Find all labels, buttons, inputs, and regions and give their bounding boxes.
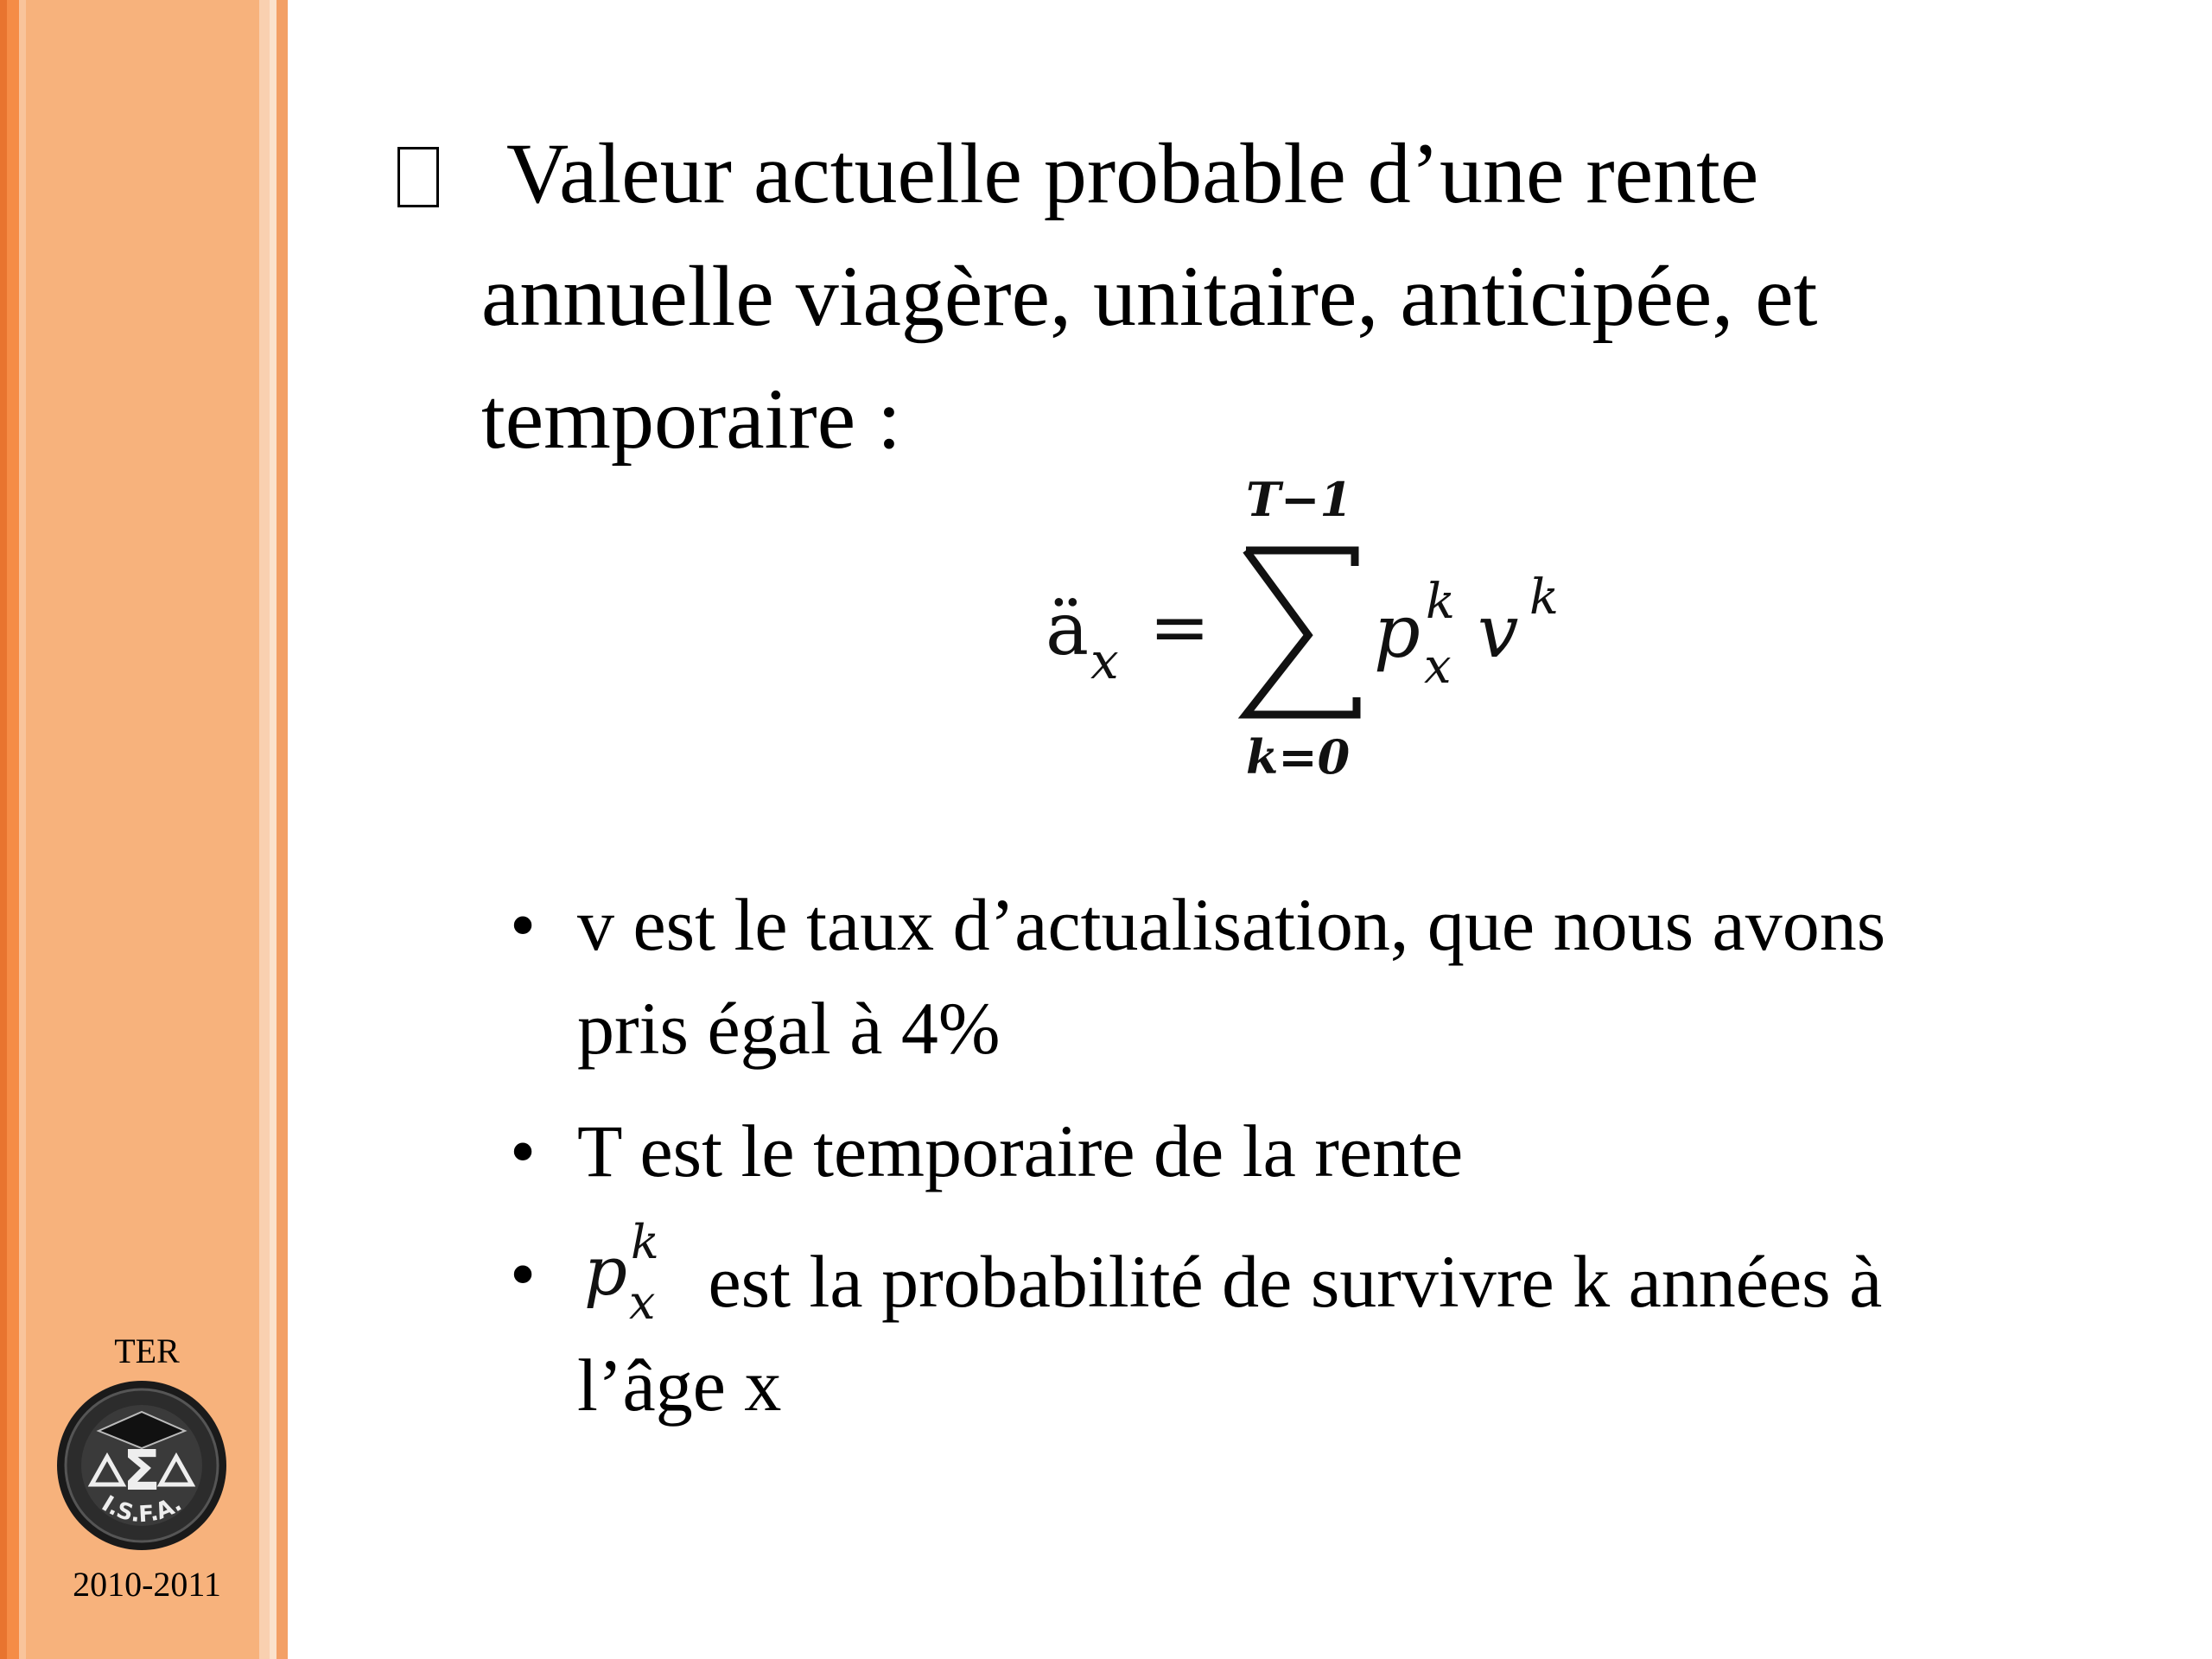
bullet-dot: • <box>510 883 537 966</box>
inline-p: p <box>584 1233 627 1311</box>
heading-line <box>397 112 2108 235</box>
sidebar-stripe <box>7 0 19 1659</box>
logo-text: I.S.F.A. <box>97 1491 187 1529</box>
sidebar-stripe <box>19 0 26 1659</box>
list-item-line: T est le temporaire de la rente <box>577 1109 1464 1192</box>
formula-p-sup: k <box>1426 574 1455 630</box>
list-item <box>510 873 2152 1080</box>
sidebar-stripe <box>259 0 270 1659</box>
formula-v: v <box>1478 589 1519 674</box>
annuity-formula <box>1028 471 1590 799</box>
list-item-line <box>577 1222 2152 1333</box>
heading-line: annuelle viagère, unitaire, anticipée, et <box>481 248 1818 344</box>
list-item <box>510 1099 2152 1203</box>
sidebar-stripe <box>0 0 7 1659</box>
sidebar <box>0 0 288 1659</box>
isfa-logo <box>55 1379 228 1552</box>
bullet-list <box>510 873 2152 1437</box>
heading-text: Valeur actuelle probable d’une rente <box>506 125 1759 221</box>
list-item-line: l’âge x <box>577 1344 782 1427</box>
formula-p: p <box>1374 589 1421 674</box>
inline-formula-pk <box>577 1222 690 1325</box>
sum-icon <box>1246 550 1357 715</box>
svg-text:Σ: Σ <box>123 1440 161 1503</box>
year-label: 2010-2011 <box>73 1565 221 1604</box>
heading-line: temporaire : <box>481 371 901 467</box>
sidebar-stripe <box>276 0 288 1659</box>
list-item-line: v est le taux d’actualisation, que nous avons <box>577 883 1886 966</box>
inline-p-sup: k <box>631 1222 659 1269</box>
inline-p-sub: x <box>629 1275 656 1325</box>
formula-sum-upper: T−1 <box>1246 472 1353 527</box>
list-item-text: est la probabilité de survivre k années à <box>708 1240 1883 1323</box>
list-item <box>510 1222 2152 1437</box>
formula-p-sub: x <box>1424 639 1452 695</box>
heading <box>397 112 2108 480</box>
list-item-line: pris égal à 4% <box>577 987 1001 1070</box>
formula-v-sup: k <box>1529 569 1559 626</box>
bullet-dot: • <box>510 1232 537 1315</box>
formula-lhs: ä <box>1046 587 1090 671</box>
formula-sum-lower: k=0 <box>1246 729 1351 785</box>
square-bullet-icon <box>397 147 439 207</box>
formula-equals: = <box>1149 585 1211 670</box>
formula-lhs-sub: x <box>1090 632 1119 690</box>
bullet-dot: • <box>510 1109 537 1192</box>
sidebar-stripe <box>270 0 276 1659</box>
ter-label: TER <box>114 1332 180 1370</box>
